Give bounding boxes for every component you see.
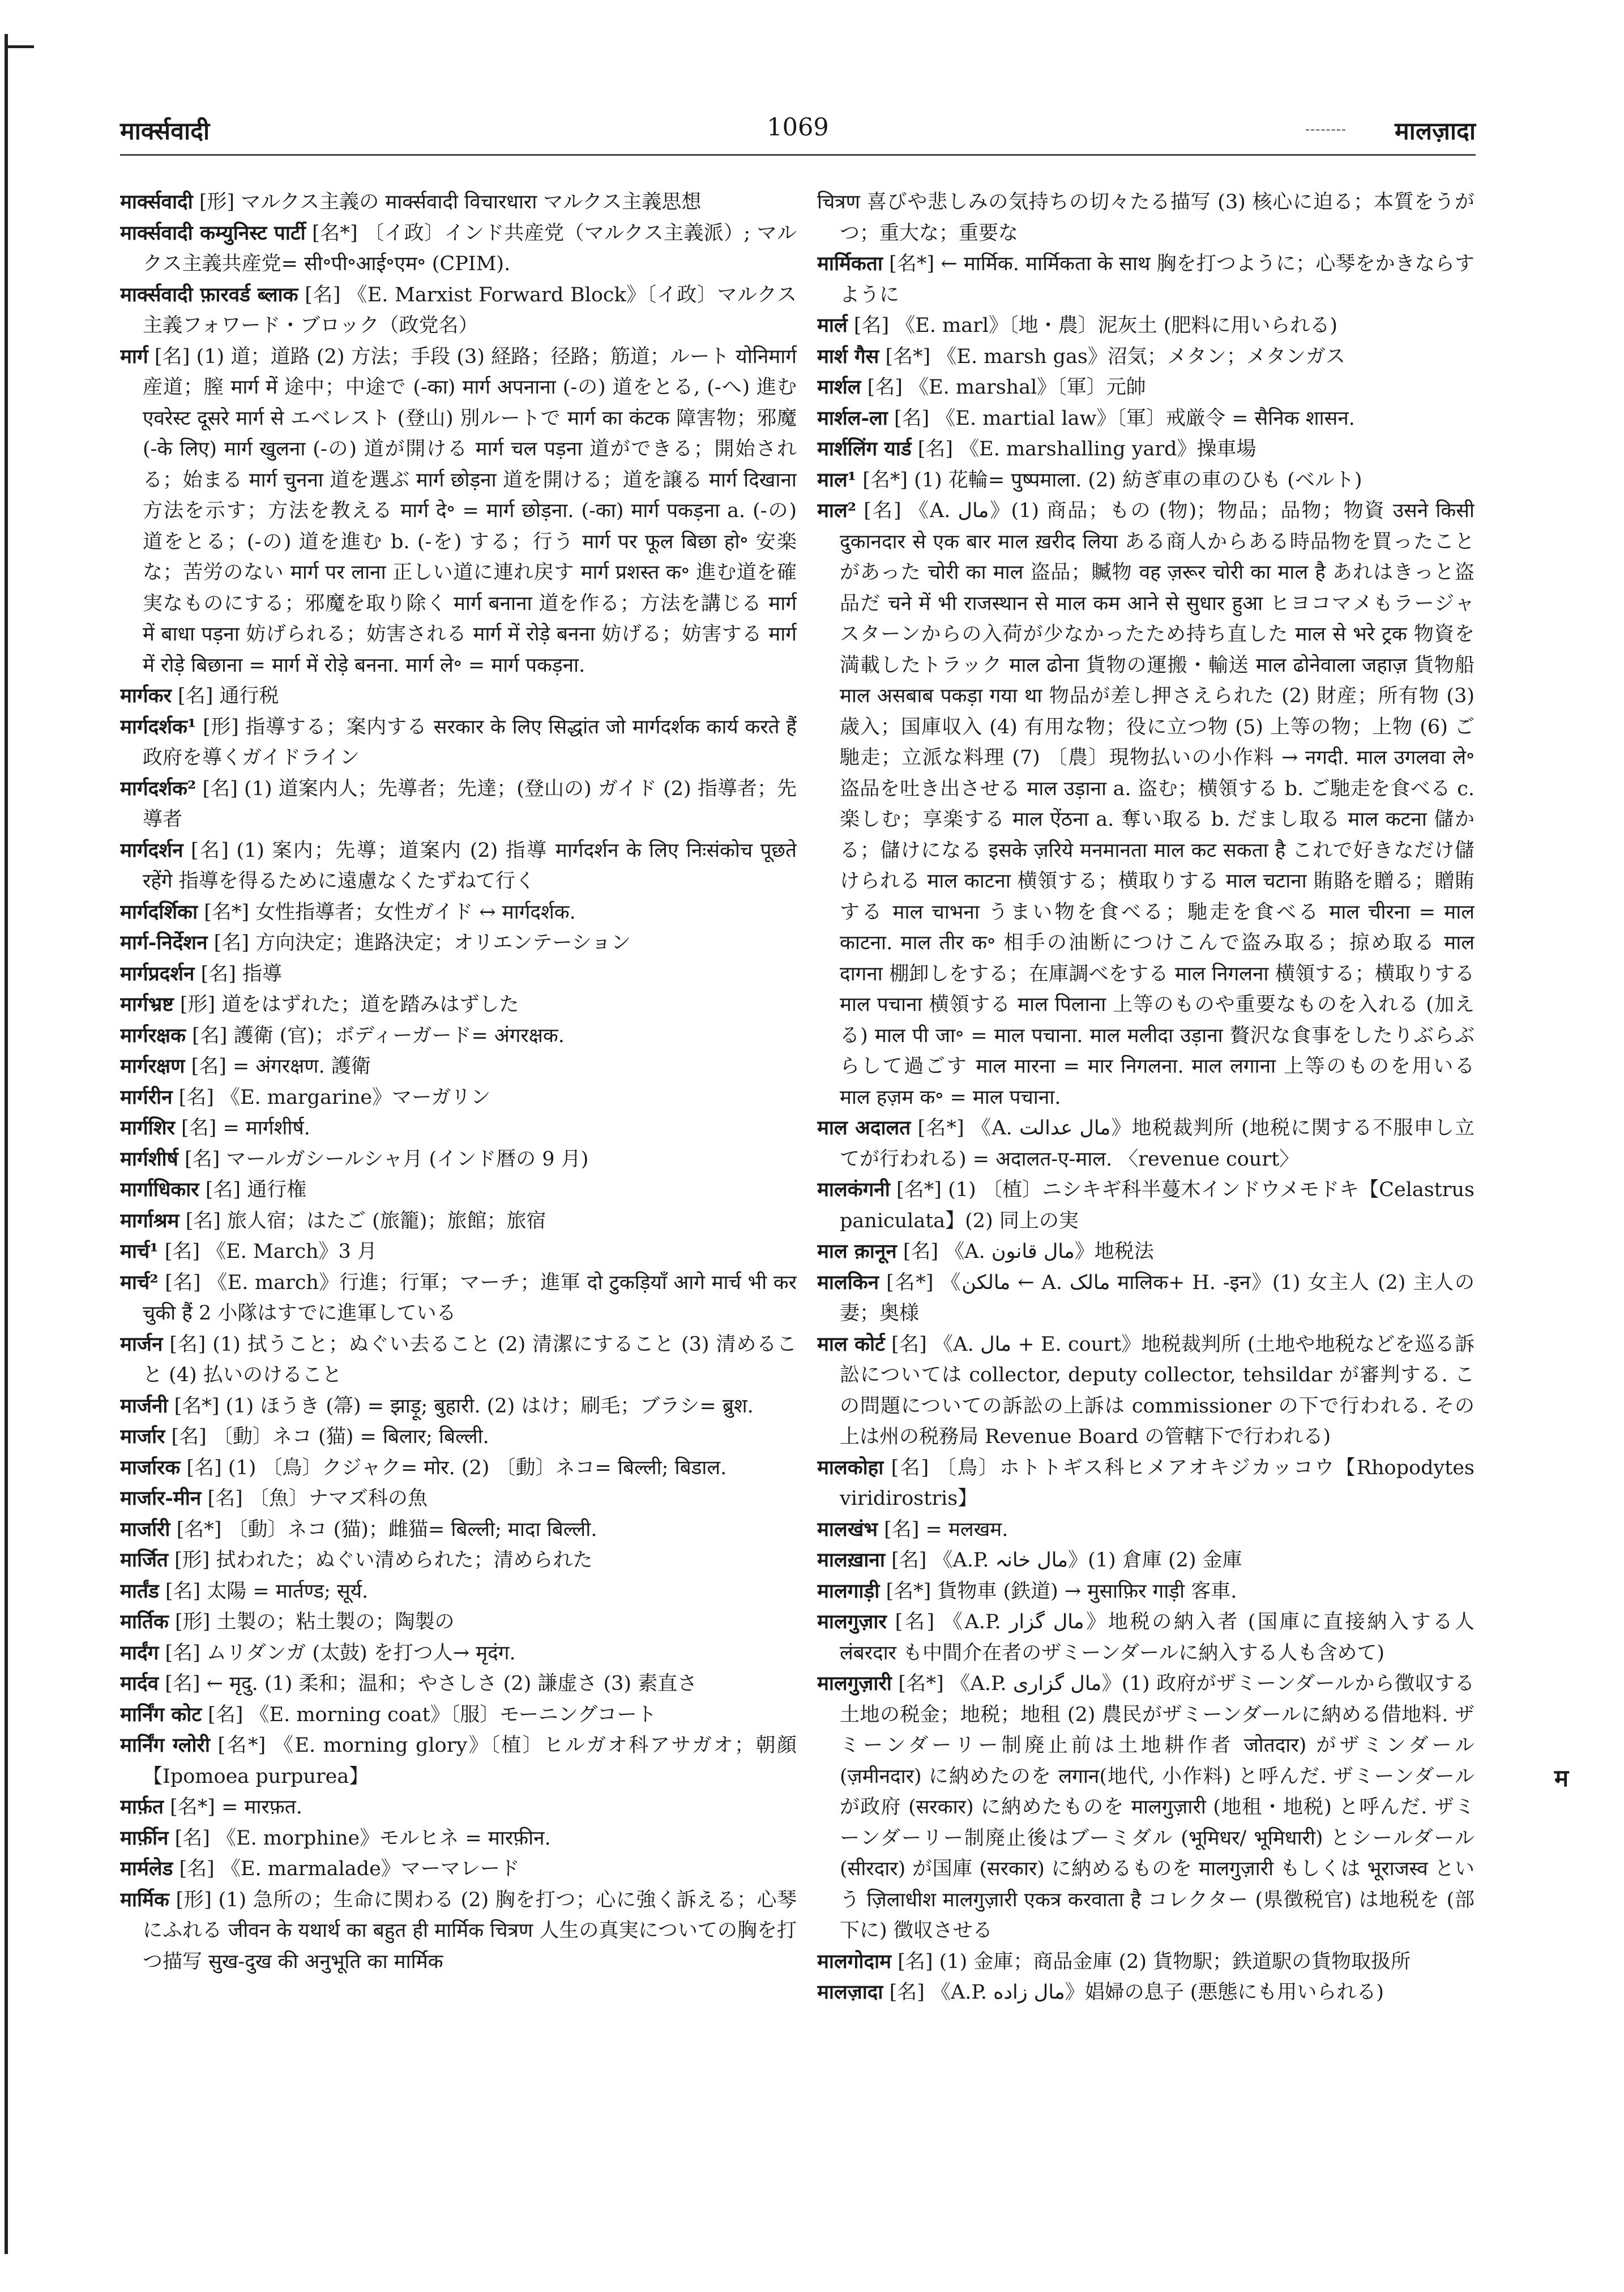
binding-edge-tick (5, 45, 34, 48)
dictionary-entry (120, 187, 797, 218)
dictionary-entry (120, 1453, 797, 1484)
entry-headword: मालख़ाना (817, 1548, 885, 1572)
entry-headword: मालकिन (817, 1270, 879, 1294)
entry-definition: [名*] 〔動〕ネコ (猫)；雌猫= बिल्ली; मादा बिल्ली. (176, 1518, 597, 1541)
entry-headword: मार्जन (120, 1332, 163, 1356)
dictionary-entry (120, 1638, 797, 1669)
thumb-index-letter: म (1554, 1764, 1569, 1792)
entry-headword: मार्गशिर (120, 1116, 175, 1139)
entry-definition: [名] 《A.P. مال خانہ》(1) 倉庫 (2) 金庫 (891, 1549, 1242, 1572)
entry-definition: [名] (1) 案内；先導；道案内 (2) 指導 मार्गदर्शन के लिए निःसंकोच पूछते रहेंगे 指導を得るために遠慮なくたずねて行く (143, 839, 797, 893)
entry-headword: मार्जारी (120, 1517, 170, 1541)
entry-definition: [名] 《E. morphine》モルヒネ = मारफ़ीन. (174, 1826, 551, 1850)
dictionary-entry (817, 1236, 1475, 1267)
dictionary-entry (120, 1082, 797, 1113)
entry-headword: मालगोदाम (817, 1949, 892, 1973)
entry-definition: [名*] ← मार्मिक. मार्मिकता के साथ 胸を打つように；心琴をかきならすように (840, 253, 1475, 306)
entry-definition: [名] 《A. مال قانون》地税法 (903, 1240, 1154, 1263)
entry-definition: [名] = अंगरक्षण. 護衛 (191, 1055, 371, 1078)
dictionary-entry (120, 342, 797, 681)
dictionary-entry (817, 496, 1475, 1113)
dictionary-entry (120, 681, 797, 712)
entry-headword: मालगुज़ारी (817, 1672, 892, 1695)
entry-definition: [名*] 〔イ政〕インド共産党（マルクス主義派）; マルクス主義共産党= सी॰पी॰आई॰एम॰ (CPIM). (143, 221, 797, 275)
entry-definition: [名] 《E. marshal》〔軍〕元帥 (867, 376, 1146, 399)
entry-definition: [名] 《E. march》行進；行軍；マーチ；進軍 दो टुकड़ियाँ आगे मार्च भी कर चुकी हैं 2 小隊はすでに進軍している (143, 1271, 797, 1325)
dictionary-entry (817, 187, 1475, 249)
guide-word-left: मार्क्सवादी (120, 117, 210, 146)
entry-headword: मार्दव (120, 1672, 159, 1695)
entry-definition: [名] 《A. مال + E. court》地税裁判所 (土地や地税などを巡る訴訟については collector, deputy collector, tehsildar が審判する. この問題についての訴訟の上訴は commissioner の下で行われる. その上は州の税務局 Revenue Board の管轄下で行われる) (840, 1333, 1475, 1448)
dictionary-entry (817, 372, 1475, 403)
dictionary-entry (817, 249, 1475, 310)
dictionary-entry (817, 1947, 1475, 1978)
entry-definition: [名] 旅人宿；はたご (旅籠)；旅館；旅宿 (185, 1209, 546, 1232)
entry-definition: [名] 太陽 = मार्तण्ड; सूर्य. (165, 1580, 369, 1603)
entry-definition: [名] 《A.P. مال زاده》娼婦の息子 (悪態にも用いられる) (889, 1981, 1384, 2004)
entry-definition: [名*] (1) 〔植〕ニシキギ科半蔓木インドウメモドキ【Celastrus paniculata】(2) 同上の実 (840, 1179, 1475, 1232)
entry-headword: मार्च² (120, 1270, 159, 1294)
entry-definition: [名*] 貨物車 (鉄道) → मुसाफ़िर गाड़ी 客車. (886, 1580, 1237, 1603)
entry-headword: मार्जित (120, 1548, 168, 1572)
dictionary-entry (120, 1730, 797, 1792)
entry-definition: [形] (1) 急所の；生命に関わる (2) 胸を打つ；心に強く訴える；心琴にふれる जीवन के यथार्थ का बहुत ही मार्मिक चित्रण 人生の真実についての胸を打つ描写 सुख-दुख की अनुभूति का मार्मिक (143, 1888, 797, 1973)
entry-definition: [名] 《E. margarine》マーガリン (178, 1086, 491, 1109)
entry-headword: मार्गरक्षक (120, 1023, 186, 1047)
entry-headword: मार्श गैस (817, 344, 879, 368)
entry-headword: मालगाड़ी (817, 1579, 880, 1603)
entry-headword: मार्क्सवादी (120, 190, 193, 214)
dictionary-entry (120, 835, 797, 897)
dictionary-entry (120, 1144, 797, 1175)
entry-definition: [名*] 《E. morning glory》〔植〕ヒルガオ科アサガオ；朝顔【Ipomoea purpurea】 (143, 1734, 797, 1788)
dictionary-entry (817, 1113, 1475, 1175)
dictionary-entry (817, 1175, 1475, 1236)
dictionary-entry (120, 1021, 797, 1052)
entry-headword: मार्गरीन (120, 1085, 173, 1109)
dictionary-entry (120, 1514, 797, 1546)
guide-word-right: मालज़ादा (1394, 117, 1476, 146)
entry-definition: [名*] (1) ほうき (箒) = झाड़ू; बुहारी. (2) はけ；刷毛；ブラシ= ब्रुश. (174, 1394, 754, 1418)
entry-definition: [名] ムリダンガ (太鼓) を打つ人→ मृदंग. (165, 1641, 516, 1664)
entry-headword: मार्शल-ला (817, 406, 888, 430)
dictionary-entry (120, 1700, 797, 1731)
entry-headword: मार्च¹ (120, 1240, 159, 1263)
entry-headword: मार्ग (120, 344, 148, 368)
dictionary-entry (120, 928, 797, 959)
entry-definition: [名] 通行権 (205, 1179, 307, 1201)
entry-headword: मार्गदर्शक¹ (120, 715, 196, 739)
dictionary-entry (120, 218, 797, 280)
entry-headword: मार्निंग ग्लोरी (120, 1734, 210, 1757)
dictionary-entry (120, 1854, 797, 1885)
entry-headword: माल क़ानून (817, 1240, 897, 1263)
dictionary-entry (817, 403, 1475, 434)
dictionary-entry (817, 465, 1475, 496)
entry-definition: [形] 土製の；粘土製の；陶製の (175, 1611, 455, 1633)
dictionary-entry (120, 774, 797, 835)
entry-definition: [名] 《E. marl》〔地・農〕泥灰土 (肥料に用いられる) (853, 314, 1338, 337)
page-header (120, 113, 1476, 153)
dictionary-entry (817, 1453, 1475, 1514)
dictionary-entry (120, 1823, 797, 1854)
entry-headword: मार्शलिंग यार्ड (817, 437, 912, 460)
entry-definition: [名*] = मारफ़त. (170, 1796, 302, 1819)
entry-headword: मार्ग-निर्देशन (120, 931, 208, 954)
entry-definition: [名*] 《A. مال عدالت》地税裁判所 (地税に関する不服申し立てが行われる) = अदालत-ए-माल. 〈revenue court〉 (840, 1117, 1475, 1171)
entry-headword: माल अदालत (817, 1116, 911, 1139)
entry-definition: [名] ← मृदु. (1) 柔和；温和；やさしさ (2) 謙虚さ (3) 素直さ (165, 1672, 698, 1695)
entry-definition: [名] 〔動〕ネコ (猫) = बिलार; बिल्ली. (171, 1425, 489, 1448)
entry-headword: मालकंगनी (817, 1178, 890, 1201)
entry-headword: मालज़ादा (817, 1981, 883, 2004)
dictionary-entry (120, 1113, 797, 1144)
dictionary-entry (120, 1236, 797, 1267)
entry-definition: [名*] 《مالکن ← A. مالک मालिक+ H. -इन》(1) 女主人 (2) 主人の妻；奥様 (840, 1271, 1475, 1325)
dictionary-entry (120, 1668, 797, 1700)
dictionary-entry (817, 342, 1475, 373)
dictionary-entry (120, 1545, 797, 1576)
entry-headword: मार्गभ्रष्ट (120, 993, 174, 1016)
entry-definition: [名] (1) 〔鳥〕クジャク= मोर. (2) 〔動〕ネコ= बिल्ली; बिडाल. (186, 1456, 727, 1479)
entry-headword: मार्जनी (120, 1394, 168, 1418)
dictionary-entry (120, 712, 797, 774)
left-column (120, 187, 797, 2241)
dictionary-entry (120, 989, 797, 1021)
entry-headword: मार्गकर (120, 684, 172, 707)
entry-headword: मार्तिक (120, 1610, 169, 1633)
entry-definition: [名] 《A. مال》(1) 商品；もの (物)；物品；品物；物資 उसने किसी दुकानदार से एक बार माल ख़रीद लिया ある商人からある時品物を買ったことがあった चोरी का माल 盗品；贓物 वह ज़रूर चोरी का माल है あれはきっと盗品だ चने में भी राजस्थान से माल कम आने से सुधार हुआ ヒヨコマメもラージャスターンからの入荷が少なかったため持ち直した माल से भरे ट्रक 物資を満載したトラック माल ढोना 貨物の運搬・輸送 माल ढोनेवाला जहाज़ 貨物船 माल असबाब पकड़ा गया था 物品が差し押さえられた (2) 財産；所有物 (3) 歳入；国庫収入 (4) 有用な物；役に立つ物 (5) 上等の物；上物 (6) ご馳走；立派な料理 (7) 〔農〕現物払いの小作料 → नगदी. माल उगलवा ले॰ 盗品を吐き出させる माल उड़ाना a. 盗む；横領する b. ご馳走を食べる c. 楽しむ；享楽する माल ऐंठना a. 奪い取る b. だまし取る माल कटना 儲かる；儲けになる इसके ज़रिये मनमानता माल कट सकता है これで好きなだけ儲けられる माल काटना 横領する；横取りする माल चटाना 賄賂を贈る；贈賄する माल चाभना うまい物を食べる；馳走を食べる माल चीरना = माल काटना. माल तीर क॰ 相手の油断につけこんで盗み取る；掠め取る माल दागना 棚卸しをする；在庫調べをする माल निगलना 横領する；横取りする माल पचाना 横領する माल पिलाना 上等のものや重要なものを入れる (加える) माल पी जा॰ = माल पचाना. माल मलीदा उड़ाना 贅沢な食事をしたりぶらぶらして過ごす माल मारना = मार निगलना. माल लगाना 上等のものを用いる माल हज़म क॰ = माल पचाना. (840, 500, 1475, 1109)
entry-headword: मालकोहा (817, 1456, 884, 1479)
dictionary-entry (817, 310, 1475, 342)
dictionary-entry (120, 1483, 797, 1514)
entry-definition: [名] 《E. morning coat》〔服〕モーニングコート (208, 1703, 657, 1726)
entry-headword: माल² (817, 499, 857, 522)
dictionary-entry (817, 1329, 1475, 1453)
entry-headword: मार्गप्रदर्शन (120, 962, 195, 985)
entry-headword: मार्तंड (120, 1579, 159, 1603)
entry-headword: मार्गदर्शन (120, 838, 183, 862)
dictionary-entry (817, 1576, 1475, 1607)
dictionary-entry (120, 1576, 797, 1607)
dictionary-entry (817, 1977, 1475, 2008)
entry-definition: [名] = मार्गशीर्ष. (181, 1117, 310, 1139)
entry-headword: मार्जार (120, 1425, 165, 1448)
entry-definition: [形] マルクス主義の मार्क्सवादी विचारधारा マルクス主義思想 (199, 191, 702, 214)
entry-definition: [名] (1) 道案内人；先導者；先達；(登山の) ガイド (2) 指導者；先導者 (143, 777, 797, 831)
binding-edge-rule (5, 34, 8, 2254)
entry-definition: [名] マールガシールシャ月 (インド暦の 9 月) (184, 1147, 589, 1171)
dictionary-entry (817, 1514, 1475, 1546)
dictionary-entry (120, 1391, 797, 1422)
dictionary-entry (120, 897, 797, 928)
dictionary-entry (120, 1175, 797, 1206)
entry-definition: [名] 《E. marshalling yard》操車場 (917, 438, 1257, 460)
entry-headword: मार्क्सवादी कम्युनिस्ट पार्टी (120, 221, 306, 245)
entry-definition: [名] (1) 道；道路 (2) 方法；手段 (3) 経路；径路；筋道；ルート योनिमार्ग 産道；膣 मार्ग में 途中；中途で (-का) मार्ग अपनाना (-の) 道をとる, (-へ) 進む एवरेस्ट दूसरे मार्ग से エベレスト (登山) 別ルートで मार्ग का कंटक 障害物；邪魔 (-के लिए) मार्ग खुलना (-の) 道が開ける मार्ग चल पड़ना 道ができる；開始される；始まる मार्ग चुनना 道を選ぶ मार्ग छोड़ना 道を開ける；道を譲る मार्ग दिखाना 方法を示す；方法を教える मार्ग दे॰ = मार्ग छोड़ना. (-का) मार्ग पकड़ना a. (-の) 道をとる；(-の) 道を進む b. (-を) する；行う मार्ग पर फूल बिछा हो॰ 安楽な；苦労のない मार्ग पर लाना 正しい道に連れ戻す मार्ग प्रशस्त क॰ 進む道を確実なものにする；邪魔を取り除く मार्ग बनाना 道を作る；方法を講じる मार्ग में बाधा पड़ना 妨げられる；妨害される मार्ग में रोड़े बनना 妨げる；妨害する मार्ग में रोड़े बिछाना = मार्ग में रोड़े बनना. मार्ग ले॰ = मार्ग पकड़ना. (143, 345, 797, 677)
entry-definition: [名] 通行税 (178, 685, 279, 707)
entry-headword: मार्क्सवादी फ़ारवर्ड ब्लाक (120, 283, 298, 306)
entry-definition: [名] = मलखम. (884, 1518, 1008, 1541)
entry-definition: [名] 指導 (200, 962, 283, 985)
dictionary-entry (120, 1792, 797, 1823)
entry-headword: माल¹ (817, 468, 857, 492)
entry-headword: मार्जार-मीन (120, 1487, 202, 1510)
dictionary-entry (817, 1545, 1475, 1576)
page-number: 1069 (767, 113, 829, 142)
dictionary-entry (120, 1329, 797, 1391)
entry-headword: मार्गशीर्ष (120, 1147, 178, 1171)
entry-definition: [名*] (1) 花輪= पुष्पमाला. (2) 紡ぎ車の車のひも (ベルト) (862, 468, 1362, 492)
entry-headword: मार्गरक्षण (120, 1055, 185, 1078)
entry-definition: [形] 道をはずれた；道を踏みはずした (180, 993, 519, 1016)
dictionary-entry (120, 1607, 797, 1638)
entry-definition: [名] 《E. Marxist Forward Block》〔イ政〕マルクス主義フォワード・ブロック（政党名） (143, 283, 797, 337)
entry-headword: मार्जारक (120, 1456, 181, 1479)
entry-definition: [名] (1) 拭うこと；ぬぐい去ること (2) 清潔にすること (3) 清めること (4) 払いのけること (143, 1333, 797, 1386)
entry-headword: मार्गदर्शक² (120, 776, 196, 800)
entry-definition: [名*] 《A.P. مال گزاری》(1) 政府がザミーンダールから徴収する土地の税金；地税；地租 (2) 農民がザミーンダールに納める借地料. ザミーンダーリー制廃止前は土地耕作者 जोतदार) がザミンダール (ज़मीनदार) に納めたのを लगान(地代, 小作料) と呼んだ. ザミーンダールが政府 (सरकार) に納めたものを मालगुज़ारी (地租・地税) と呼んだ. ザミーンダーリー制廃止後はブーミダル (भूमिधर/ भूमिधारी) とシールダール (सीरदार) が国庫 (सरकार) に納めるものを मालगुज़ारी もしくは भूराजस्व という ज़िलाधीश मालगुज़ारी एकत्र करवाता है コレクター (県徴税官) は地税を (部下に) 徴収させる (840, 1672, 1475, 1942)
entry-headword: मार्शल (817, 375, 861, 399)
entry-definition: [名] 《A.P. مال گزار》地税の納入者 (国庫に直接納入する人 लंबरदार も中間介在者のザミーンダールに納入する人も含めて) (840, 1611, 1475, 1664)
entry-definition: [名] (1) 金庫；商品金庫 (2) 貨物駅；鉄道駅の貨物取扱所 (898, 1950, 1411, 1973)
entry-headword: मालखंभ (817, 1517, 878, 1541)
dictionary-entry (120, 1267, 797, 1329)
entry-definition: [形] 指導する；案内する सरकार के लिए सिद्धांत जो मार्गदर्शक कार्य करते हैं 政府を導くガイドライン (143, 715, 797, 769)
entry-definition: [名] 《E. martial law》〔軍〕戒厳令 = सैनिक शासन. (894, 407, 1355, 430)
dictionary-entry (817, 1668, 1475, 1947)
entry-headword: माल कोर्ट (817, 1332, 885, 1356)
entry-definition: [名*] 《E. marsh gas》沼気；メタン；メタンガス (885, 345, 1345, 368)
entry-definition: [名] 《E. March》3 月 (164, 1240, 377, 1263)
entry-definition: [名] 護衛 (官)；ボディーガード= अंगरक्षक. (192, 1024, 565, 1047)
dictionary-entry (120, 1051, 797, 1082)
right-column (817, 187, 1475, 2241)
entry-headword: मार्मिकता (817, 252, 883, 275)
dictionary-entry (120, 1422, 797, 1453)
entry-headword: मार्फ़ीन (120, 1826, 169, 1850)
entry-headword: मार्दंग (120, 1641, 159, 1664)
entry-definition: [名] 《E. marmalade》マーマレード (179, 1858, 520, 1880)
entry-definition: [名*] 女性指導者；女性ガイド ↔ मार्गदर्शक. (204, 900, 576, 924)
header-dash-mark (1306, 129, 1345, 131)
entry-definition: [名] 方向決定；進路決定；オリエンテーション (213, 932, 631, 954)
entry-headword: मार्मलेड (120, 1857, 173, 1880)
entry-definition: चित्रण 喜びや悲しみの気持ちの切々たる描写 (3) 核心に迫る；本質をうがつ；重大な；重要な (817, 191, 1475, 245)
dictionary-entry (120, 280, 797, 342)
entry-definition: [名] 〔鳥〕ホトトギス科ヒメアオキジカッコウ【Rhopodytes viridirostris】 (840, 1456, 1475, 1510)
dictionary-entry (817, 434, 1475, 465)
entry-headword: मार्मिक (120, 1888, 169, 1911)
entry-definition: [形] 拭われた；ぬぐい清められた；清められた (174, 1549, 593, 1572)
entry-headword: मार्गदर्शिका (120, 900, 198, 924)
entry-definition: [名] 〔魚〕ナマズ科の魚 (207, 1487, 428, 1510)
entry-headword: मालगुज़ार (817, 1610, 887, 1633)
dictionary-entry (120, 1206, 797, 1237)
entry-headword: मार्गाश्रम (120, 1209, 180, 1232)
entry-headword: मार्गाधिकार (120, 1178, 199, 1201)
entry-headword: मार्निंग कोट (120, 1702, 202, 1726)
entry-headword: मार्ल (817, 314, 848, 337)
dictionary-entry (817, 1267, 1475, 1329)
dictionary-entry (120, 959, 797, 990)
entry-headword: मार्फ़त (120, 1795, 164, 1819)
header-divider (120, 154, 1476, 156)
dictionary-entry (817, 1607, 1475, 1668)
dictionary-entry (120, 1885, 797, 1978)
